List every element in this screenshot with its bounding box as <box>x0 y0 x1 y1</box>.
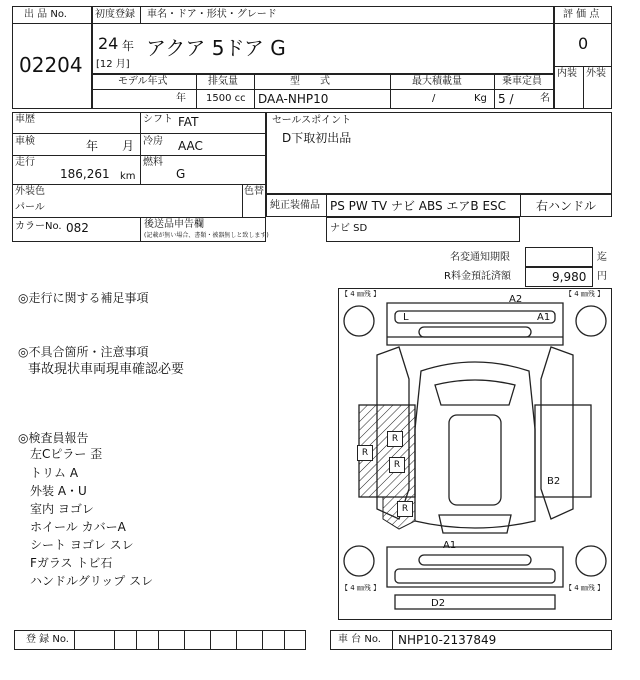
interior-grade-label: 内装 <box>557 68 577 79</box>
displacement-label: 排気量 <box>208 76 238 87</box>
grade-value: 0 <box>578 34 589 53</box>
equipment-label: 純正装備品 <box>270 200 320 211</box>
aftermarket-note: (記載が無い場合、書類・被器無しと致します) <box>144 232 269 239</box>
max-load-label: 最大積載量 <box>412 76 462 87</box>
rear-lamp-bar <box>419 555 531 565</box>
tire-depth-front-right: 【 4 ㎜残 】 <box>565 290 605 298</box>
recycle-fee-unit: 円 <box>597 271 607 282</box>
aftermarket-label: 後送品申告欄 <box>144 219 204 230</box>
inspector-item: 外装 A・U <box>30 484 87 498</box>
sales-point-value: D下取初出品 <box>282 131 352 145</box>
car-diagram-drawing <box>339 289 611 619</box>
repair-marker: R <box>387 431 403 447</box>
sales-point-label: セールスポイント <box>272 115 352 126</box>
history-label: 車歴 <box>15 114 35 125</box>
car-name-value: アクア 5ドア G <box>146 36 286 60</box>
rear-garnish <box>395 569 555 583</box>
inspector-item: ハンドルグリップ スレ <box>30 574 154 588</box>
roof <box>449 415 501 505</box>
registration-month: [12 月] <box>96 59 130 70</box>
front-bumper-outline <box>387 303 563 345</box>
mark-l-front: L <box>403 312 409 323</box>
model-code-value: DAA-NHP10 <box>258 92 329 106</box>
model-year-value: 年 <box>176 93 186 104</box>
ac-label: 冷房 <box>143 136 163 147</box>
inspector-item: 室内 ヨゴレ <box>30 502 94 516</box>
inspector-item: ホイール カバーA <box>30 520 126 534</box>
color-number-label: カラーNo. <box>15 221 62 232</box>
exterior-color-label: 外装色 <box>15 186 45 197</box>
repair-marker: R <box>389 457 405 473</box>
mileage-unit: km <box>120 171 136 182</box>
front-lamp-bar <box>419 327 531 337</box>
name-change-box <box>525 247 593 267</box>
wheel-rear-right <box>576 546 606 576</box>
rear-bumper <box>395 595 555 609</box>
inspector-report-title: ◎検査員報告 <box>18 431 89 445</box>
mark-d2-rear: D2 <box>431 598 446 609</box>
driving-notes-title: ◎走行に関する補足事項 <box>18 291 149 305</box>
right-side-outline <box>541 347 573 519</box>
mark-a1-front: A1 <box>537 312 551 323</box>
mark-b2-right: B2 <box>547 476 561 487</box>
inspection-year-unit: 年 <box>86 139 99 153</box>
tire-depth-rear-left: 【 4 ㎜残 】 <box>341 584 381 592</box>
inspection-label: 車検 <box>15 136 35 147</box>
grade-label: 評 価 点 <box>563 9 600 20</box>
lot-number-value: 02204 <box>19 53 83 77</box>
ac-value: AAC <box>178 139 203 153</box>
first-registration-label: 初度登録 <box>95 9 135 20</box>
rear-bumper-outline <box>387 547 563 587</box>
repair-marker: R <box>397 501 413 517</box>
car-diagram <box>338 288 612 620</box>
name-change-label: 名変通知期限 <box>450 252 510 263</box>
front-grille <box>395 311 555 323</box>
shift-label: シフト <box>143 114 173 125</box>
wheel-front-right <box>576 306 606 336</box>
max-load-value: / <box>432 93 436 104</box>
windshield <box>435 380 515 405</box>
lot-number-label: 出 品 No. <box>24 9 67 20</box>
registration-year: 24 <box>98 34 119 53</box>
inspection-month-unit: 月 <box>122 139 135 153</box>
top-view-body <box>415 362 535 528</box>
mileage-label: 走行 <box>15 157 35 168</box>
mark-a1-rear: A1 <box>443 540 457 551</box>
capacity-unit: 名 <box>540 93 550 104</box>
recycle-fee-label: R料金預託済額 <box>444 271 511 282</box>
mark-a2-front: A2 <box>509 294 523 305</box>
displacement-value: 1500 cc <box>206 93 246 104</box>
inspector-item: トリム A <box>30 466 79 480</box>
registration-number-label: 登 録 No. <box>26 634 69 645</box>
shift-value: FAT <box>178 115 199 129</box>
color-number-value: 082 <box>66 221 89 235</box>
right-panel <box>535 405 591 497</box>
equipment-value: PS PW TV ナビ ABS エアB ESC <box>330 199 507 213</box>
exterior-color-value: パール <box>15 202 45 213</box>
chassis-number-value: NHP10-2137849 <box>398 633 497 647</box>
steering-value: 右ハンドル <box>536 199 597 213</box>
color-change-label: 色替 <box>244 186 264 197</box>
name-change-unit: 迄 <box>597 252 607 263</box>
chassis-number-label: 車 台 No. <box>338 634 381 645</box>
inspector-item: 左Cピラー 歪 <box>30 447 103 461</box>
model-year-label: モデル年式 <box>118 76 168 87</box>
mileage-value: 186,261 <box>60 167 110 181</box>
defect-notes-title: ◎不具合箇所・注意事項 <box>18 345 149 359</box>
car-name-label: 車名・ドア・形状・グレード <box>147 9 277 20</box>
fuel-value: G <box>176 167 186 181</box>
capacity-label: 乗車定員 <box>502 76 542 87</box>
wheel-front-left <box>344 306 374 336</box>
tire-depth-front-left: 【 4 ㎜残 】 <box>341 290 381 298</box>
wheel-rear-left <box>344 546 374 576</box>
repair-marker: R <box>357 445 373 461</box>
rear-window <box>439 515 511 533</box>
model-code-label: 型 式 <box>290 76 330 87</box>
inspector-item: シート ヨゴレ スレ <box>30 538 134 552</box>
recycle-fee-value: 9,980 <box>552 270 587 284</box>
aftermarket-value: ナビ SD <box>330 223 368 234</box>
registration-year-unit: 年 <box>122 39 135 53</box>
defect-notes-text: 事故現状車両現車確認必要 <box>28 362 185 377</box>
max-load-unit: Kg <box>474 93 487 104</box>
tire-depth-rear-right: 【 4 ㎜残 】 <box>565 584 605 592</box>
fuel-label: 燃料 <box>143 157 163 168</box>
capacity-value: 5 / <box>498 92 514 106</box>
exterior-grade-label: 外装 <box>586 68 606 79</box>
inspector-item: Fガラス トビ石 <box>30 556 113 570</box>
